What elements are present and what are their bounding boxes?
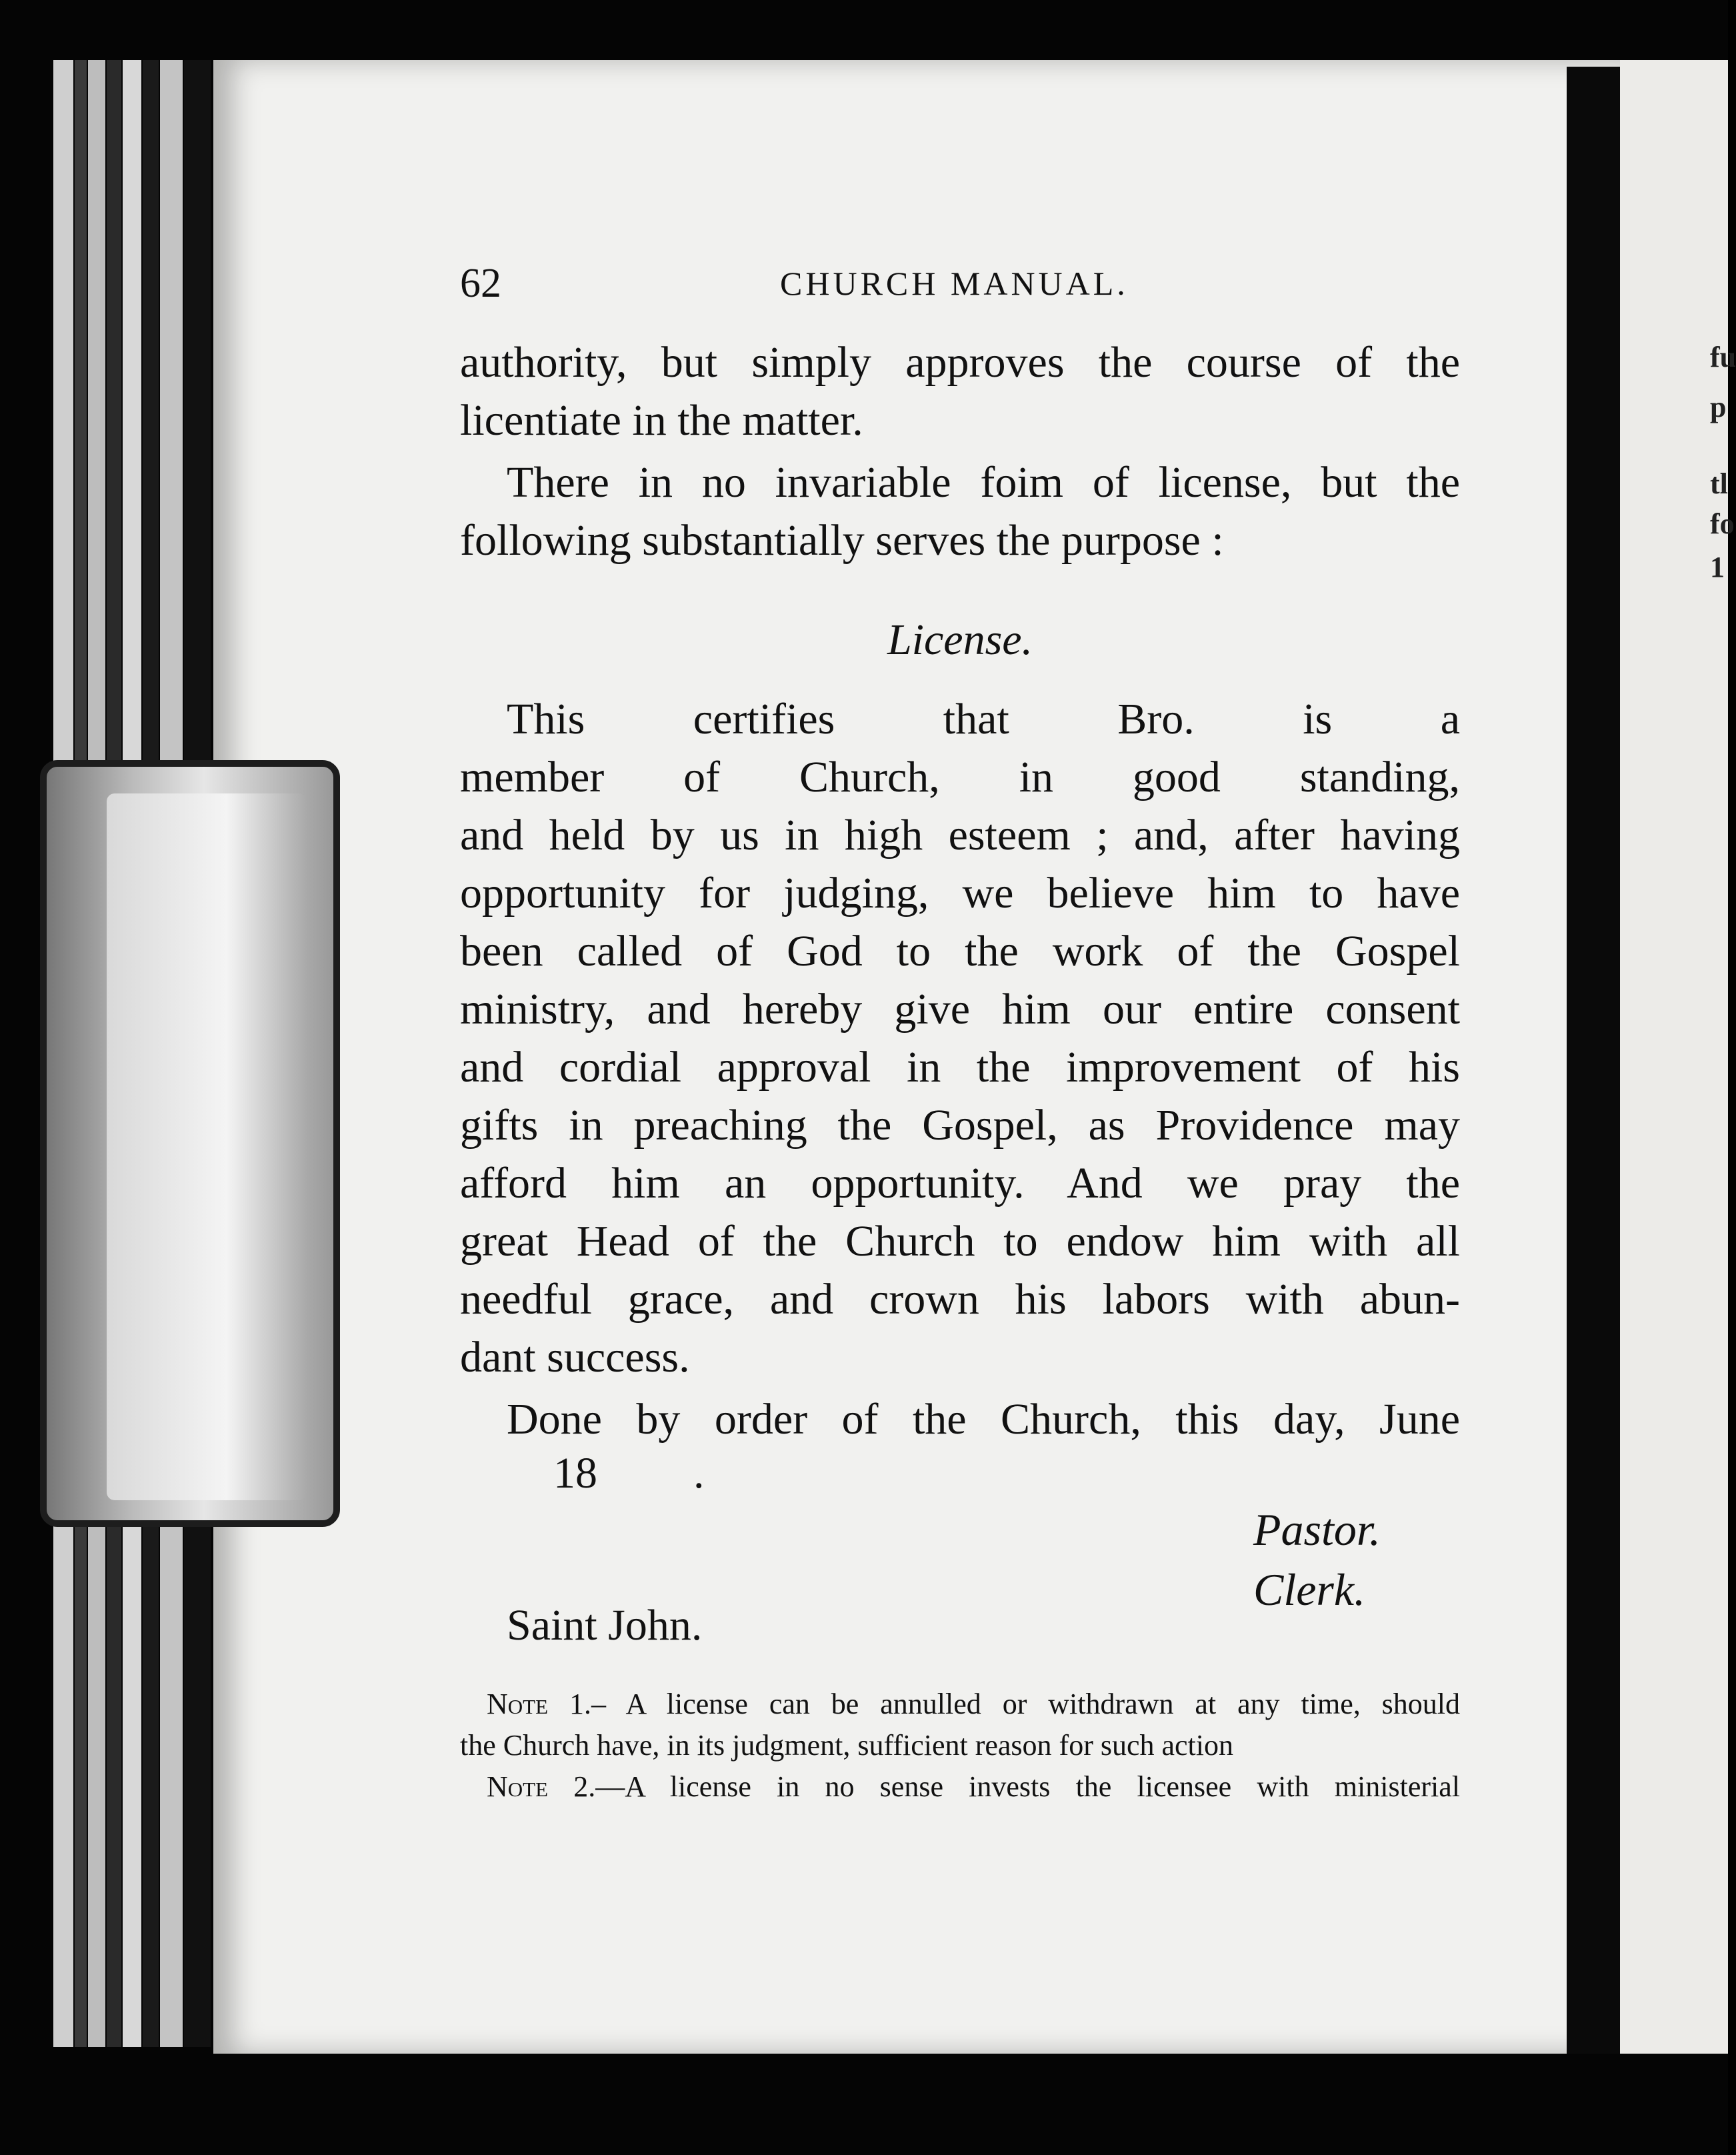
- footnotes: [460, 1684, 1460, 1808]
- license-body: [460, 690, 1460, 1386]
- bookmark-clip-inner: [107, 793, 307, 1500]
- note-1: [460, 1684, 1460, 1725]
- note-1-continuation: the Church have, in its judgment, sufficient reason for such action: [460, 1729, 1234, 1762]
- body-paragraph-2: [460, 453, 1460, 569]
- facing-page-fragment: p: [1710, 391, 1727, 423]
- license-line: dant success.: [460, 1333, 690, 1382]
- license-title: License.: [887, 615, 1033, 664]
- bookmark-clip: [40, 760, 340, 1527]
- license-line: This certifies that Bro. is a: [507, 695, 1460, 743]
- done-line: Done by order of the Church, this day, June: [507, 1395, 1460, 1444]
- license-line: been called of God to the work of the Gospel: [460, 927, 1460, 975]
- place-label: Saint John.: [507, 1601, 703, 1650]
- facing-page-fragment: tl: [1710, 467, 1728, 500]
- facing-page-fragment: fu: [1710, 341, 1736, 373]
- page-header: [460, 260, 1480, 313]
- license-line: opportunity for judging, we believe him to have: [460, 869, 1460, 917]
- facing-page-fragment: fo: [1710, 507, 1735, 540]
- license-line: member of Church, in good standing,: [460, 753, 1460, 801]
- year-label: 18: [553, 1449, 597, 1498]
- pastor-signature-label: Pastor.: [1253, 1504, 1381, 1555]
- running-head: CHURCH MANUAL.: [780, 265, 1129, 302]
- body-line: licentiate in the matter.: [460, 396, 863, 445]
- note-2-text: —A license in no sense invests the licensee with ministerial: [595, 1770, 1460, 1803]
- license-line: needful grace, and crown his labors with abun-: [460, 1275, 1460, 1324]
- license-line: ministry, and hereby give him our entire consent: [460, 985, 1460, 1033]
- page-number: 62: [460, 261, 501, 306]
- license-line: gifts in preaching the Gospel, as Providence may: [460, 1101, 1460, 1150]
- body-paragraph-1: [460, 333, 1460, 449]
- note-1-text: – A license can be annulled or withdrawn at any time, should: [591, 1688, 1460, 1720]
- clerk-signature-label: Clerk.: [1253, 1564, 1366, 1615]
- license-line: and held by us in high esteem ; and, after having: [460, 811, 1460, 859]
- note-2: [460, 1766, 1460, 1808]
- license-line: and cordial approval in the improvement of his: [460, 1043, 1460, 1092]
- body-line: following substantially serves the purpose :: [460, 516, 1224, 565]
- body-line: authority, but simply approves the course of the: [460, 338, 1460, 387]
- note-2-head: Note 2.: [487, 1770, 596, 1803]
- facing-page-fragment: 1: [1710, 551, 1725, 583]
- body-line: There in no invariable foim of license, but the: [507, 458, 1460, 507]
- book-gutter: [1567, 67, 1623, 2054]
- year-dot: .: [693, 1449, 705, 1498]
- license-line: afford him an opportunity. And we pray the: [460, 1159, 1460, 1208]
- done-paragraph: [460, 1390, 1460, 1448]
- license-line: great Head of the Church to endow him with all: [460, 1217, 1460, 1266]
- note-1-head: Note 1.: [487, 1688, 591, 1720]
